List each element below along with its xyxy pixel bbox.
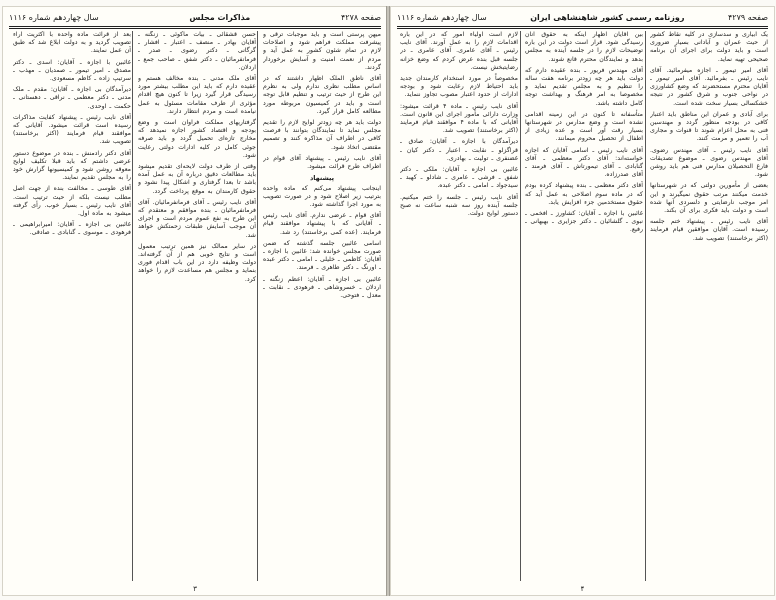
- paragraph: میهن پرستی است و باید موجبات ترقی و پیشرفت مملکت فراهم شود و اصلاحات لازم در تمام شئون کشور به عمل آید و مردم از نعمت امنیت و آسایش برخوردار گردند.: [263, 31, 381, 71]
- section-title: پیشنهاد: [309, 174, 335, 183]
- column-1: [263, 31, 381, 581]
- column-divider: [645, 31, 646, 581]
- header-rule: [9, 26, 381, 29]
- paragraph: آقای نایب رئیس ـ پیشنهاد ختم جلسه رسیده است. آقایان موافقین قیام فرمایند (اکثر برخاستند) تصویب شد.: [650, 218, 768, 242]
- paragraph: آقای نایب رئیس ـ اسامی آقایان که اجازه خواسته‌اند: آقای دکتر معظمی ـ آقای گنابادی ـ آقای تیمورتاش ـ آقای فرمند ـ آقای صدرزاده.: [525, 146, 643, 179]
- paragraph: حسن قشقائی ـ بیات ماکوئی ـ زنگنه ـ آقایان بهادر ـ منصف ـ اعتبار ـ افشار ـ گرگانی ـ دکتر رضوی ـ صدر ـ فرمانفرمائیان ـ دکتر شفق ـ صاحب جمع ـ اردلان.: [138, 31, 256, 71]
- column-divider: [257, 31, 258, 581]
- paragraph: آقای نایب رئیس ـ آقای فرمانفرمائیان. آقای فرمانفرمائیان ـ بنده موافقم و معتقدم که این طرح به نفع عموم مردم است و اجرای آن موجب آسایش طبقات زحمتکش خواهد شد.: [138, 198, 256, 239]
- paragraph: غائبین با اجازه ـ آقایان: اسدی ـ دکتر مصدق ـ امیر تیمور ـ صمدیان ـ مهذب ـ سرتیپ زاده ـ کاظم مسعودی.: [13, 58, 131, 83]
- paragraph: متأسفانه تا کنون در این زمینه اقدامی نشده است و وضع مدارس در شهرستانها بسیار رقت آور است و عده زیادی از اطفال از تحصیل محروم میمانند.: [525, 110, 643, 143]
- paragraph: آقای امیر تیمور ـ اجازه میفرمائید. آقای نایب رئیس ـ بفرمائید. آقای امیر تیمور ـ آقایان محترم مستحضرند که وضع کشاورزی در نواحی جنوب و شرق کشور در نتیجه خشکسالی بسیار سخت شده است.: [650, 66, 768, 107]
- column-3: [13, 31, 131, 581]
- paragraph: یک آبیاری و سدسازی در کلیه نقاط کشور از حیث عمران و آبادانی بسیار ضروری است و باید دولت برای اجرای آن برنامه صحیحی تهیه نماید.: [650, 31, 768, 63]
- paragraph: بعد از قرائت ماده واحده با اکثریت آراء تصویب گردید و به دولت ابلاغ شد که طبق آن عمل نمایند.: [13, 31, 131, 55]
- header-title: مذاکرات مجلس: [189, 13, 251, 22]
- left-page: [2, 6, 388, 596]
- paragraph: بعضی از مأمورین دولتی که در شهرستانها خدمت میکنند مرتب حقوق نمیگیرند و این امر موجب نارضایتی و دلسردی آنها شده است و دولت باید فکری برای آن بکند.: [650, 182, 768, 215]
- column-2: [525, 31, 643, 581]
- paragraph: غائبین با اجازه ـ آقایان: کشاورز ـ افخمی ـ نبوی ـ گلشائیان ـ دکتر جزایری ـ بهبهانی ـ رفیع.: [525, 210, 643, 234]
- paragraph: آقای دکتر معظمی ـ بنده پیشنهاد کرده بودم که در ماده سوم اصلاحی به عمل آید که حقوق مستخدمین جزء افزایش یابد.: [525, 182, 643, 206]
- paragraph: وقتی از طرف دولت لایحه‌ای تقدیم میشود باید مطالعات دقیق درباره آن به عمل آمده باشد تا بعدا گرفتاری و اشکال پیدا نشود و حقوق کارمندان به موقع پرداخت گردد.: [138, 163, 256, 195]
- right-page: [390, 6, 775, 596]
- paragraph: لازم است اولیاء امور که در این باره اقدامات لازم را به عمل آورند. آقای نایب رئیس ـ آقای عامری. آقای عامری ـ در جلسه قبل بنده عرض کردم که وضع خزانه رضایتبخش نیست.: [400, 31, 518, 71]
- paragraph: آقای ملک مدنی ـ بنده مخالف هستم و عقیده دارم که باید این مطلب بیشتر مورد رسیدگی قرار گیرد زیرا تا کنون هیچ اقدام مؤثری از طرف مقامات مسئول به عمل نیامده است و مردم انتظار دارند.: [138, 75, 256, 115]
- paragraph: غائبین بی اجازه ـ آقایان: امیرابراهیمی ـ فرهودی ـ موسوی ـ گنابادی ـ صادقی.: [13, 221, 131, 237]
- header-rule: [397, 26, 768, 29]
- page-number: صفحه ۴۲۷۹: [727, 13, 768, 22]
- paragraph: دیرآمدگان بی اجازه ـ آقایان: مقدم ـ ملک مدنی ـ دکتر معظمی ـ نراقی ـ دهستانی ـ حکمت ـ اوحدی.: [13, 86, 131, 110]
- issue-label: سال چهاردهم شماره ۱۱۱۶: [9, 13, 99, 22]
- paragraph: آقای دکتر رادمنش ـ بنده در موضوع دستور عرضی داشتم که باید قبلا تکلیف لوایح معوقه روشن شود و کمیسیونها گزارش خود را به مجلس تقدیم نمایند.: [13, 149, 131, 182]
- paragraph: آقای طوسی ـ مخالفت بنده از جهت اصل مطلب نیست بلکه از حیث ترتیب است. آقای نایب رئیس ـ بسیار خوب. رأی گرفته میشود به ماده اول.: [13, 185, 131, 218]
- paragraph: آقای قوام ـ عرضی ندارم. آقای نایب رئیس ـ آقایانی که با پیشنهاد موافقند قیام فرمایند. (عده کمی برخاستند) رد شد.: [263, 212, 381, 236]
- paragraph: مخصوصاً در مورد استخدام کارمندان جدید باید احتیاط لازم رعایت شود و بودجه ادارات از حدود اعتبار مصوب تجاوز ننماید.: [400, 75, 518, 99]
- paragraph: آقای نایب رئیس ـ ماده ۴ قرائت میشود: وزارت دارائی مأمور اجرای این قانون است. آقایانی که با ماده ۴ موافقند قیام فرمایند (اکثر برخاستند) تصویب شد.: [400, 102, 518, 135]
- paragraph: دولت باید هر چه زودتر لوایح لازم را تقدیم مجلس نماید تا نمایندگان بتوانند با فرصت کافی در اطراف آن مذاکره کنند و تصمیم مقتضی اتخاذ شود.: [263, 119, 381, 151]
- paragraph: آقای نایب رئیس ـ پیشنهاد کفایت مذاکرات رسیده است قرائت میشود. آقایانی که موافقند قیام فرمایند (اکثر برخاستند) تصویب شد.: [13, 113, 131, 146]
- column-divider: [132, 31, 133, 581]
- right-page-header: [397, 11, 768, 24]
- paragraph: اسامی غائبین جلسه گذشته که ضمن صورت مجلس خوانده شد: غائبین با اجازه ـ آقایان: کاظمی ـ خلیلی ـ امامی ـ دکتر عبده ـ اورنگ ـ دکتر طاهری ـ فرمند.: [263, 239, 381, 272]
- paragraph: غائبین بی اجازه ـ آقایان: اعظم زنگنه ـ اردلان ـ خسروشاهی ـ فرهودی ـ نقابت ـ معدل ـ فتوحی.: [263, 275, 381, 300]
- paragraph: آقای نایب رئیس ـ جلسه را ختم میکنیم. جلسه آینده روز سه شنبه ساعت نه صبح دستور لوایح دولت.: [400, 193, 518, 218]
- column-2: [138, 31, 256, 581]
- paragraph: غائبین بی اجازه ـ آقایان: ملکی ـ دکتر شفق ـ فرشی ـ عامری ـ شادلو ـ کهبد ـ سیدجواد ـ امامی ـ دکتر عبده.: [400, 166, 518, 190]
- issue-label: سال چهاردهم شماره ۱۱۱۶: [397, 13, 487, 22]
- paragraph: آقای ناطق الملک اظهار داشتند که در اساس مطلب نظری ندارم ولی به نظرم این طرح از حیث ترتیب و تنظیم قابل توجه است و باید در کمیسیون مربوطه مورد مطالعه کامل قرار گیرد.: [263, 75, 381, 115]
- column-divider: [520, 31, 521, 581]
- column-1: [650, 31, 768, 581]
- paragraph: آقای نایب رئیس ـ پیشنهاد آقای قوام در اطراف طرح قرائت میشود.: [263, 154, 381, 171]
- column-3: [400, 31, 518, 581]
- paragraph: آقای مهندس فریور ـ بنده عقیده دارم که دولت باید هر چه زودتر برنامه هفت ساله را تنظیم و به مجلس تقدیم نماید و مخصوصا به امر فرهنگ و بهداشت توجه کامل داشته باشد.: [525, 66, 643, 107]
- paragraph: دیرآمدگان با اجازه ـ آقایان: صادق ـ قراگزلو ـ نقابت ـ اعتبار ـ دکتر کیان ـ غضنفری ـ تولیت ـ بهادری.: [400, 138, 518, 162]
- paragraph: گرفتاریهای مملکت فراوان است و وضع بودجه و اقتصاد کشور اجازه نمیدهد که مخارج تازه‌ای تحمیل گردد و باید صرفه جوئی کامل در کلیه ادارات دولتی رعایت شود.: [138, 119, 256, 159]
- paragraph: در سایر ممالک نیز همین ترتیب معمول است و نتایج خوبی هم از آن گرفته‌اند. دولت وظیفه دارد در این باب اقدام فوری بنماید و مجلس هم مساعدت لازم را خواهد کرد.: [138, 242, 256, 283]
- header-title: روزنامه رسمی کشور شاهنشاهی ایران: [530, 13, 685, 22]
- page-footer-number: ۳: [193, 585, 197, 593]
- left-page-header: [9, 11, 381, 24]
- paragraph: اینجانب پیشنهاد می‌کنم که ماده واحده بترتیب زیر اصلاح شود و در صورت تصویب به مورد اجرا گذاشته شود.: [263, 184, 381, 209]
- paragraph: آقای نایب رئیس ـ آقای مهندس رضوی. آقای مهندس رضوی ـ موضوع تصدیقات فارغ التحصیلان مدارس فنی هم باید روشن شود.: [650, 146, 768, 179]
- page-footer-number: ۴: [580, 585, 585, 593]
- paragraph: بین آقایان اظهار اینکه به حقوق آنان رسیدگی شود. قرار است دولت در این باره توضیحات لازم را در جلسه آینده به مجلس بدهد و نمایندگان محترم قانع شوند.: [525, 31, 643, 63]
- page-number: صفحه ۴۲۷۸: [340, 13, 381, 22]
- paragraph: برای آبادی و عمران این مناطق باید اعتبار کافی در بودجه منظور گردد و مهندسین فنی به محل اعزام شوند تا قنوات و مجاری آب را تعمیر و مرمت کنند.: [650, 110, 768, 143]
